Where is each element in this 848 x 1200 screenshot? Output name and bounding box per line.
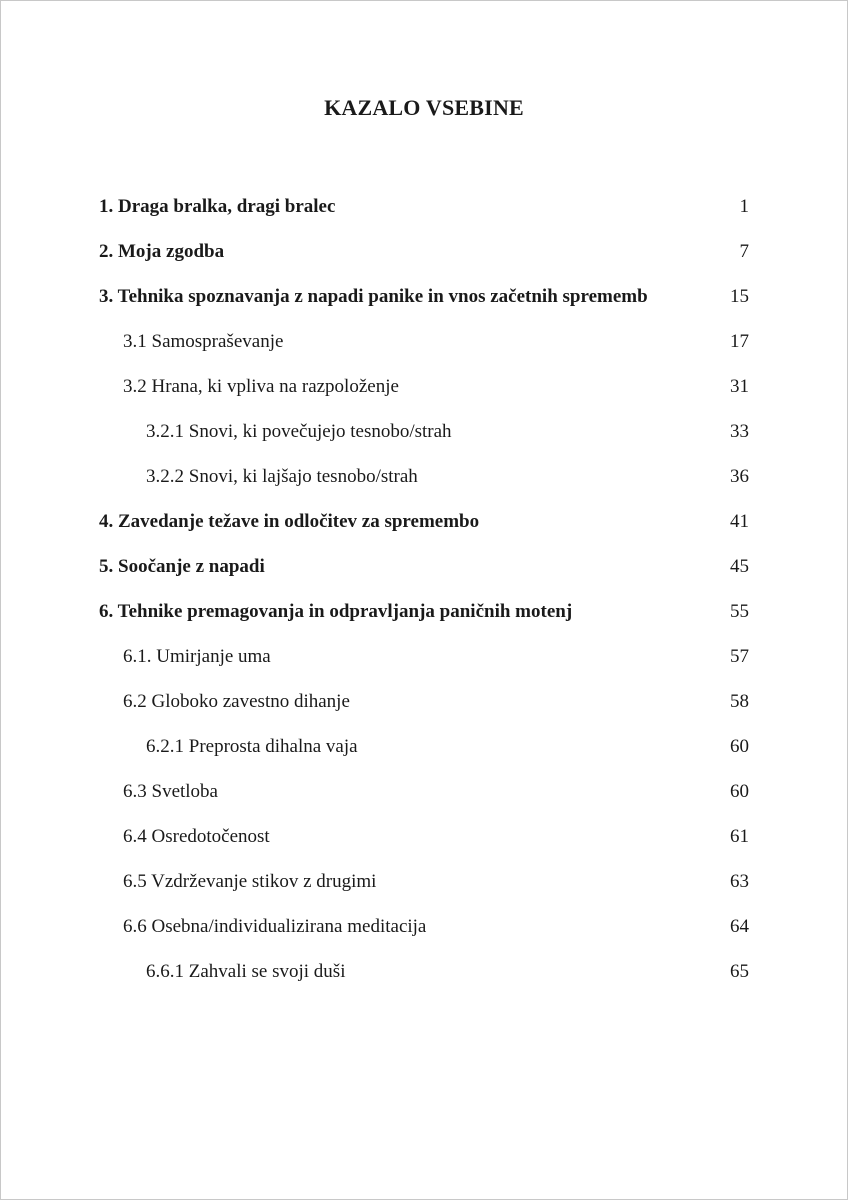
toc-entry [99,779,749,824]
toc-entry [99,419,749,464]
toc-entry-page-number: 17 [730,331,749,352]
toc-entry-page-number: 15 [730,286,749,307]
toc-entry-title: 3.1 Samospraševanje [123,331,284,352]
toc-entry-title: 6.6.1 Zahvali se svoji duši [146,961,346,982]
toc-entry-title: 6.3 Svetloba [123,781,218,802]
toc-entry-page-number: 60 [730,736,749,757]
toc-list [99,194,749,1004]
toc-entry [99,599,749,644]
toc-entry-title: 4. Zavedanje težave in odločitev za spremembo [99,511,480,532]
toc-entry-title: 6.4 Osredotočenost [123,826,270,847]
toc-entry-page-number: 31 [730,376,749,397]
toc-entry-page-number: 60 [730,781,749,802]
toc-entry [99,869,749,914]
toc-entry [99,959,749,1004]
toc-entry-page-number: 64 [730,916,749,937]
toc-entry-page-number: 55 [730,601,749,622]
toc-entry-title: 6. Tehnike premagovanja in odpravljanja paničnih motenj [99,601,573,622]
toc-entry-page-number: 36 [730,466,749,487]
toc-entry [99,464,749,509]
toc-entry-page-number: 63 [730,871,749,892]
toc-entry [99,689,749,734]
toc-entry-title: 6.2.1 Preprosta dihalna vaja [146,736,358,757]
toc-entry [99,734,749,779]
page-title: KAZALO VSEBINE [324,95,524,120]
toc-entry-page-number: 1 [739,196,749,217]
toc-entry-title: 6.6 Osebna/individualizirana meditacija [123,916,427,937]
toc-entry-page-number: 45 [730,556,749,577]
toc-entry-page-number: 61 [730,826,749,847]
toc-entry-page-number: 65 [730,961,749,982]
toc-entry-title: 3. Tehnika spoznavanja z napadi panike in vnos začetnih sprememb [99,286,648,307]
toc-entry-page-number: 57 [730,646,749,667]
toc-entry-title: 3.2.1 Snovi, ki povečujejo tesnobo/strah [146,421,452,442]
toc-entry-title: 6.1. Umirjanje uma [123,646,271,667]
toc-entry [99,284,749,329]
toc-entry-title: 2. Moja zgodba [99,241,225,262]
toc-entry-title: 6.2 Globoko zavestno dihanje [123,691,350,712]
toc-entry [99,824,749,869]
toc-entry [99,374,749,419]
toc-entry-page-number: 33 [730,421,749,442]
toc-entry [99,239,749,284]
toc-entry [99,329,749,374]
toc-entry [99,914,749,959]
toc-entry-title: 6.5 Vzdrževanje stikov z drugimi [123,871,377,892]
toc-entry-title: 3.2 Hrana, ki vpliva na razpoloženje [123,376,399,397]
toc-entry-title: 5. Soočanje z napadi [99,556,265,577]
toc-entry-title: 3.2.2 Snovi, ki lajšajo tesnobo/strah [146,466,418,487]
toc-entry-page-number: 41 [730,511,749,532]
toc-entry-page-number: 7 [739,241,749,262]
toc-entry-title: 1. Draga bralka, dragi bralec [99,196,336,217]
toc-entry-page-number: 58 [730,691,749,712]
toc-entry [99,644,749,689]
toc-entry [99,194,749,239]
toc-entry [99,509,749,554]
toc-entry [99,554,749,599]
